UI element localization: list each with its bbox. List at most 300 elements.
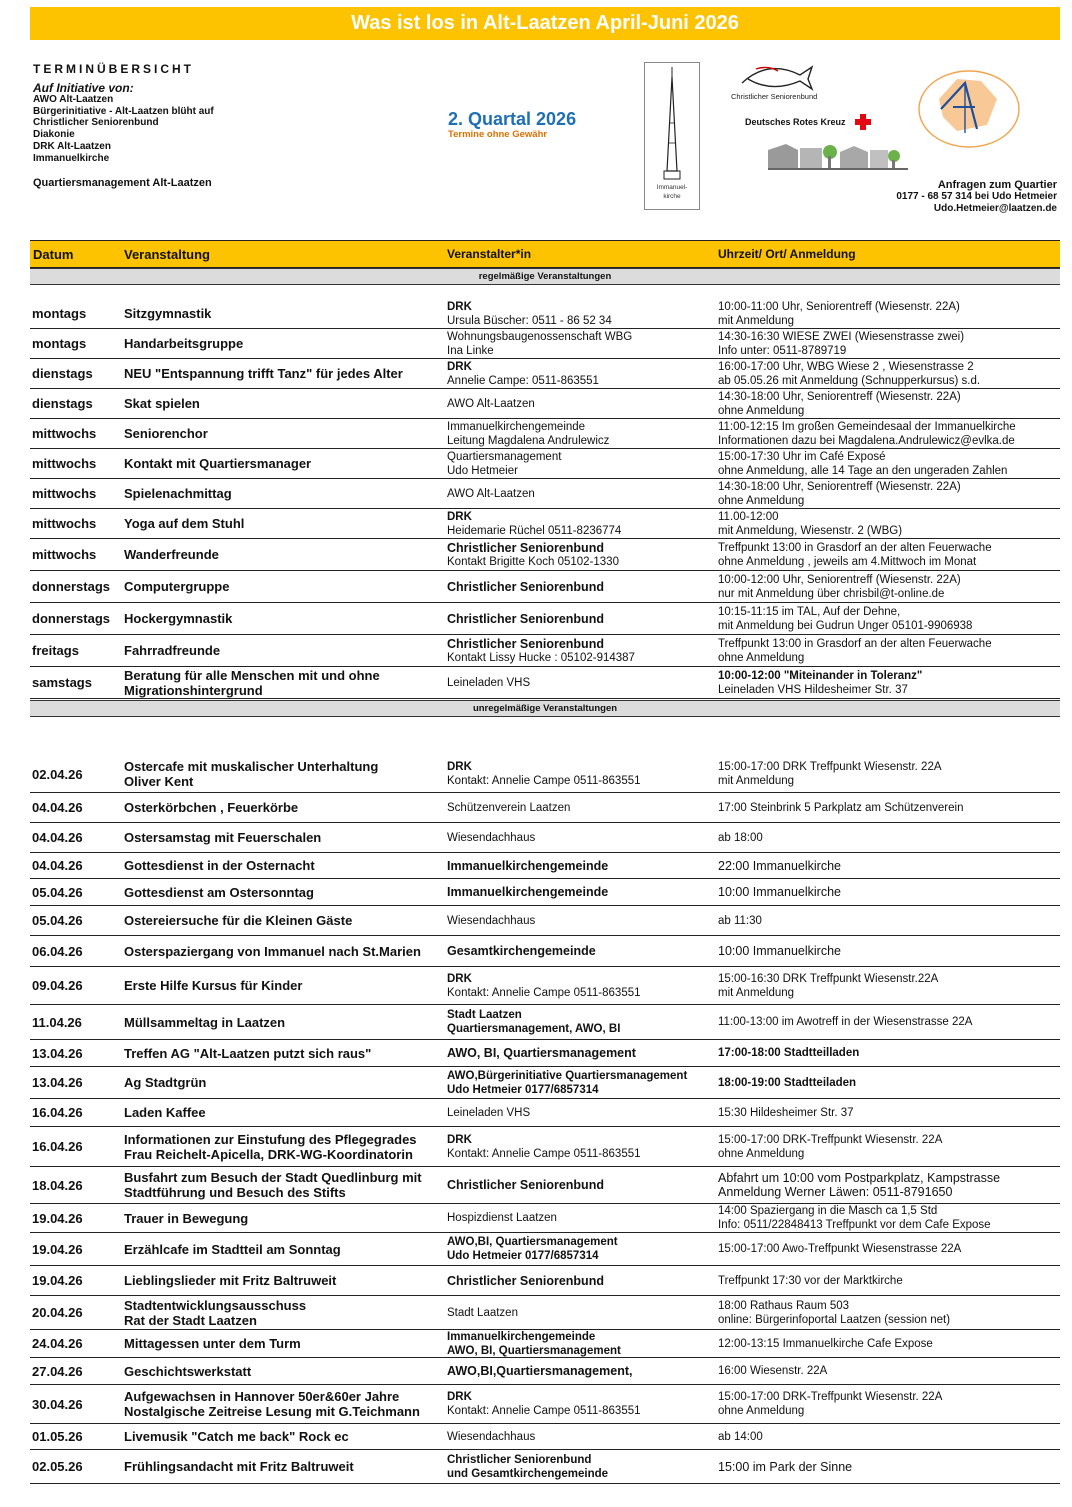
- event-cell: [124, 1266, 444, 1295]
- time-location-cell: [718, 419, 1060, 448]
- cell-line: NEU "Entspannung trifft Tanz" für jedes Alter: [124, 366, 403, 381]
- cell-line: montags: [32, 336, 87, 351]
- organizer-cell: [447, 1040, 715, 1066]
- cell-line: 27.04.26: [32, 1363, 83, 1379]
- event-cell: [124, 1385, 444, 1423]
- church-tower-icon: [645, 63, 699, 183]
- time-location-cell: [718, 539, 1060, 570]
- organizer-cell: [447, 906, 715, 935]
- cell-line: Kontakt: Annelie Campe 0511-863551: [447, 1147, 641, 1160]
- col-veranstalter: Veranstalter*in: [447, 247, 532, 261]
- cell-line: ohne Anmeldung, alle 14 Tage an den ungeraden Zahlen: [718, 464, 1008, 477]
- cell-line: ab 18:00: [718, 831, 763, 844]
- cell-line: Leineladen VHS: [447, 1106, 531, 1119]
- cell-line: 02.05.26: [32, 1459, 83, 1474]
- time-location-cell: [718, 449, 1060, 478]
- date-cell: [32, 1358, 122, 1384]
- organizer-cell: [447, 879, 715, 905]
- cell-line: 12:00-13:15 Immanuelkirche Cafe Expose: [718, 1337, 933, 1350]
- initiator-org: Bürgerinitiative - Alt-Laatzen blüht auf: [33, 105, 214, 117]
- time-location-cell: [718, 667, 1060, 698]
- cell-line: 11:00-12:15 Im großen Gemeindesaal der Immanuelkirche: [718, 420, 1016, 433]
- contact-info: [896, 179, 1057, 215]
- cell-line: Stadt Laatzen: [447, 1009, 522, 1021]
- cell-line: Osterspaziergang von Immanuel nach St.Marien: [124, 943, 421, 959]
- cell-line: Kontakt Lissy Hucke : 05102-914387: [447, 651, 635, 664]
- disclaimer: Termine ohne Gewähr: [448, 129, 548, 140]
- time-location-cell: [718, 879, 1060, 905]
- cell-line: DRK: [447, 761, 472, 773]
- cell-line: 11:00-13:00 im Awotreff in der Wiesenstrasse 22A: [718, 1016, 973, 1028]
- cell-line: Christlicher Seniorenbund: [447, 611, 604, 626]
- cell-line: 19.04.26: [32, 1273, 83, 1288]
- time-location-cell: [718, 1296, 1060, 1329]
- cell-line: DRK: [447, 300, 472, 313]
- cell-line: Kontakt: Annelie Campe 0511-863551: [447, 986, 641, 999]
- cell-line: Frau Reichelt-Apicella, DRK-WG-Koordinatorin: [124, 1146, 413, 1162]
- organizer-cell: [447, 1204, 715, 1232]
- date-cell: [32, 539, 122, 570]
- table-row: [30, 1067, 1060, 1099]
- time-location-cell: [718, 1330, 1060, 1357]
- initiative-label: Auf Initiative von:: [33, 81, 134, 95]
- cell-line: 04.04.26: [32, 858, 83, 873]
- event-cell: [124, 1127, 444, 1166]
- organizer-cell: [447, 1167, 715, 1203]
- contact-email[interactable]: Udo.Hetmeier@laatzen.de: [933, 203, 1057, 214]
- initiator-org: Diakonie: [33, 129, 75, 141]
- date-cell: [32, 1233, 122, 1265]
- date-cell: [32, 1204, 122, 1232]
- cell-line: 16:00 Wiesenstr. 22A: [718, 1365, 828, 1377]
- organizer-cell: [447, 1099, 715, 1126]
- cell-line: 14:30-18:00 Uhr, Seniorentreff (Wiesenstr. 22A): [718, 480, 961, 493]
- date-cell: [32, 1040, 122, 1066]
- cell-line: 11.00-12:00: [718, 510, 779, 523]
- cell-line: 10:15-11:15 im TAL, Auf der Dehne,: [718, 605, 901, 618]
- cell-line: ohne Anmeldung , jeweils am 4.Mittwoch im Monat: [718, 555, 977, 568]
- organizer-cell: [447, 359, 715, 388]
- cell-line: online: Bürgerinfoportal Laatzen (session net): [718, 1313, 951, 1326]
- cell-line: und Gesamtkirchengemeinde: [447, 1467, 609, 1480]
- page-banner: Was ist los in Alt-Laatzen April-Juni 2026: [30, 7, 1060, 40]
- time-location-cell: [718, 1127, 1060, 1166]
- cell-line: Livemusik "Catch me back" Rock ec: [124, 1429, 349, 1444]
- cell-line: 10:00-11:00 Uhr, Seniorentreff (Wiesenstr. 22A): [718, 300, 960, 313]
- cell-line: nur mit Anmeldung über chrisbil@t-online.de: [718, 587, 945, 600]
- cell-line: 16.04.26: [32, 1105, 83, 1120]
- time-location-cell: [718, 967, 1060, 1004]
- cell-line: 18:00 Rathaus Raum 503: [718, 1299, 850, 1312]
- cell-line: 16:00-17:00 Uhr, WBG Wiese 2 , Wiesenstrasse 2: [718, 360, 974, 373]
- cell-line: Lieblingslieder mit Fritz Baltruweit: [124, 1273, 337, 1288]
- cell-line: Quartiersmanagement, AWO, BI: [447, 1023, 621, 1035]
- cell-line: Gottesdienst in der Osternacht: [124, 858, 315, 873]
- initiator-org: Christlicher Seniorenbund: [33, 117, 159, 129]
- cell-line: Fahrradfreunde: [124, 643, 221, 658]
- cell-line: ab 11:30: [718, 914, 762, 927]
- cell-line: Geschichtswerkstatt: [124, 1363, 252, 1379]
- cell-line: 15:30 Hildesheimer Str. 37: [718, 1106, 854, 1119]
- event-cell: [124, 823, 444, 852]
- table-row: [30, 539, 1060, 571]
- col-uhrzeit: Uhrzeit/ Ort/ Anmeldung: [718, 247, 856, 261]
- initiator-org: AWO Alt-Laatzen: [33, 94, 114, 105]
- time-location-cell: [718, 1450, 1060, 1483]
- cell-line: samstags: [32, 675, 92, 690]
- event-cell: [124, 1167, 444, 1203]
- table-row: [30, 1450, 1060, 1484]
- cell-line: mit Anmeldung, Wiesenstr. 2 (WBG): [718, 524, 903, 537]
- event-cell: [124, 635, 444, 666]
- organizer-cell: [447, 299, 715, 328]
- cell-line: Ag Stadtgrün: [124, 1075, 207, 1090]
- cell-line: mittwochs: [32, 516, 97, 531]
- table-row: [30, 667, 1060, 699]
- date-cell: [32, 1424, 122, 1449]
- date-cell: [32, 419, 122, 448]
- cell-line: Ursula Büscher: 0511 - 86 52 34: [447, 314, 612, 327]
- cell-line: Kontakt: Annelie Campe 0511-863551: [447, 775, 641, 787]
- cell-line: ohne Anmeldung: [718, 1147, 805, 1160]
- cell-line: 19.04.26: [32, 1241, 83, 1257]
- table-row: [30, 329, 1060, 359]
- event-cell: [124, 299, 444, 328]
- cell-line: Ostereiersuche für die Kleinen Gäste: [124, 913, 353, 928]
- date-cell: [32, 299, 122, 328]
- cell-line: mittwochs: [32, 547, 97, 562]
- date-cell: [32, 967, 122, 1004]
- organizer-cell: [447, 479, 715, 508]
- initiator-org: DRK Alt-Laatzen: [33, 140, 111, 152]
- organizer-cell: [447, 449, 715, 478]
- time-location-cell: [718, 603, 1060, 634]
- header-title: TERMINÜBERSICHT: [33, 62, 194, 76]
- cell-line: Yoga auf dem Stuhl: [124, 516, 245, 531]
- cell-line: AWO,Bürgerinitiative Quartiersmanagement: [447, 1069, 688, 1082]
- table-row: [30, 449, 1060, 479]
- cell-line: dienstags: [32, 366, 93, 381]
- date-cell: [32, 823, 122, 852]
- time-location-cell: [718, 359, 1060, 388]
- time-location-cell: [718, 1167, 1060, 1203]
- cell-line: DRK: [447, 1391, 472, 1403]
- cell-line: Erzählcafe im Stadtteil am Sonntag: [124, 1241, 341, 1257]
- date-cell: [32, 879, 122, 905]
- date-cell: [32, 1067, 122, 1098]
- col-datum: Datum: [33, 247, 74, 262]
- event-cell: [124, 1358, 444, 1384]
- cell-line: Kontakt mit Quartiersmanager: [124, 456, 312, 471]
- organizer-cell: [447, 967, 715, 1004]
- cell-line: Sitzgymnastik: [124, 306, 212, 321]
- cell-line: Ina Linke: [447, 344, 494, 357]
- cell-line: Informationen zur Einstufung des Pflegegrades: [124, 1131, 417, 1147]
- table-row: [30, 879, 1060, 906]
- cell-line: ab 05.05.26 mit Anmeldung (Schnupperkursus) s.d.: [718, 374, 981, 387]
- date-cell: [32, 449, 122, 478]
- cell-line: Nostalgische Zeitreise Lesung mit G.Teichmann: [124, 1404, 420, 1419]
- event-cell: [124, 1099, 444, 1126]
- cell-line: freitags: [32, 643, 79, 658]
- cell-line: AWO Alt-Laatzen: [447, 487, 535, 500]
- cell-line: Christlicher Seniorenbund: [447, 1453, 592, 1466]
- cell-line: Stadt Laatzen: [447, 1306, 518, 1319]
- date-cell: [32, 667, 122, 698]
- cell-line: 15:00-17:00 Awo-Treffpunkt Wiesenstrasse 22A: [718, 1243, 962, 1255]
- organizer-cell: [447, 329, 715, 358]
- event-cell: [124, 936, 444, 966]
- date-cell: [32, 603, 122, 634]
- date-cell: [32, 1450, 122, 1483]
- cell-line: dienstags: [32, 396, 93, 411]
- cell-line: ohne Anmeldung: [718, 404, 805, 417]
- table-row: [30, 1099, 1060, 1127]
- time-location-cell: [718, 1040, 1060, 1066]
- cell-line: Christlicher Seniorenbund: [447, 636, 604, 651]
- cell-line: 14:30-16:30 WIESE ZWEI (Wiesenstrasse zwei): [718, 330, 965, 343]
- cell-line: 19.04.26: [32, 1210, 83, 1226]
- organizer-cell: [447, 1296, 715, 1329]
- time-location-cell: [718, 1266, 1060, 1295]
- table-row: [30, 906, 1060, 936]
- cell-line: Christlicher Seniorenbund: [447, 1273, 604, 1288]
- organizer-cell: [447, 389, 715, 418]
- table-row: [30, 793, 1060, 823]
- cell-line: Müllsammeltag in Laatzen: [124, 1014, 286, 1030]
- cell-line: 05.04.26: [32, 913, 83, 928]
- table-row: [30, 1296, 1060, 1330]
- date-cell: [32, 1167, 122, 1203]
- cell-line: ohne Anmeldung: [718, 1405, 805, 1417]
- cell-line: Busfahrt zum Besuch der Stadt Quedlinburg mit: [124, 1170, 422, 1185]
- date-cell: [32, 756, 122, 792]
- organizer-cell: [447, 823, 715, 852]
- cell-line: 15:00-17:00 DRK Treffpunkt Wiesenstr. 22A: [718, 761, 942, 773]
- cell-line: Laden Kaffee: [124, 1105, 206, 1120]
- cell-line: Leitung Magdalena Andrulewicz: [447, 434, 610, 447]
- red-cross-icon: [855, 114, 871, 130]
- cell-line: Udo Hetmeier 0177/6857314: [447, 1250, 599, 1262]
- contact-heading: Anfragen zum Quartier: [937, 179, 1057, 191]
- time-location-cell: [718, 1358, 1060, 1384]
- csb-logo-text: Christlicher Seniorenbund: [731, 92, 818, 101]
- event-cell: [124, 793, 444, 822]
- date-cell: [32, 509, 122, 538]
- table-row: [30, 936, 1060, 967]
- time-location-cell: [718, 571, 1060, 602]
- time-location-cell: [718, 1099, 1060, 1126]
- cell-line: DRK: [447, 510, 472, 523]
- cell-line: 20.04.26: [32, 1305, 83, 1320]
- time-location-cell: [718, 509, 1060, 538]
- cell-line: Erste Hilfe Kursus für Kinder: [124, 978, 303, 993]
- cell-line: Info unter: 0511-8789719: [718, 344, 847, 357]
- cell-line: 10:00-12:00 Uhr, Seniorentreff (Wiesenstr. 22A): [718, 573, 961, 586]
- section-irregular: unregelmäßige Veranstaltungen: [30, 700, 1060, 717]
- event-cell: [124, 1233, 444, 1265]
- cell-line: DRK: [447, 360, 472, 373]
- time-location-cell: [718, 823, 1060, 852]
- cell-line: Wiesendachhaus: [447, 831, 536, 844]
- event-cell: [124, 906, 444, 935]
- cell-line: 18:00-19:00 Stadtteiladen: [718, 1076, 857, 1089]
- time-location-cell: [718, 635, 1060, 666]
- date-cell: [32, 906, 122, 935]
- cell-line: Immanuelkirchengemeinde: [447, 858, 609, 873]
- organizer-cell: [447, 419, 715, 448]
- cell-line: mittwochs: [32, 456, 97, 471]
- contact-phone: 0177 - 68 57 314 bei Udo Hetmeier: [896, 191, 1057, 202]
- cell-line: Anmeldung Werner Läwen: 0511-8791650: [718, 1185, 953, 1199]
- time-location-cell: [718, 1233, 1060, 1265]
- organizer-cell: [447, 509, 715, 538]
- time-location-cell: [718, 1424, 1060, 1449]
- event-cell: [124, 1450, 444, 1483]
- cell-line: Immanuelkirchengemeinde: [447, 885, 609, 899]
- event-cell: [124, 359, 444, 388]
- date-cell: [32, 1005, 122, 1039]
- cell-line: Wiesendachhaus: [447, 914, 536, 927]
- initiator-org: Immanuelkirche: [33, 152, 110, 164]
- cell-line: Abfahrt um 10:00 vom Postparkplatz, Kampstrasse: [718, 1171, 1001, 1185]
- cell-line: Trauer in Bewegung: [124, 1210, 249, 1226]
- cell-line: Oliver Kent: [124, 774, 194, 789]
- table-row: [30, 1005, 1060, 1040]
- time-location-cell: [718, 906, 1060, 935]
- tower-caption: Immanuel- kirche: [656, 184, 688, 200]
- cell-line: Kontakt Brigitte Koch 05102-1330: [447, 555, 619, 568]
- cell-line: 15:00-16:30 DRK Treffpunkt Wiesenstr.22A: [718, 972, 939, 985]
- table-row: [30, 853, 1060, 879]
- cell-line: Christlicher Seniorenbund: [447, 540, 604, 555]
- cell-line: Ostersamstag mit Feuerschalen: [124, 830, 322, 845]
- table-row: [30, 571, 1060, 603]
- date-cell: [32, 635, 122, 666]
- cell-line: ab 14:00: [718, 1430, 763, 1443]
- cell-line: Skat spielen: [124, 396, 200, 411]
- date-cell: [32, 571, 122, 602]
- cell-line: 15:00-17:00 DRK-Treffpunkt Wiesenstr. 22A: [718, 1133, 943, 1146]
- date-cell: [32, 936, 122, 966]
- cell-line: Annelie Campe: 0511-863551: [447, 374, 599, 387]
- cell-line: AWO Alt-Laatzen: [447, 397, 535, 410]
- cell-line: 15:00-17:30 Uhr im Café Exposé: [718, 450, 886, 463]
- cell-line: AWO,BI,Quartiersmanagement,: [447, 1364, 633, 1378]
- quarter-title: 2. Quartal 2026: [448, 109, 577, 129]
- cell-line: Gesamtkirchengemeinde: [447, 944, 596, 958]
- event-cell: [124, 1424, 444, 1449]
- time-location-cell: [718, 479, 1060, 508]
- cell-line: 10:00 Immanuelkirche: [718, 944, 841, 958]
- organizer-cell: [447, 1330, 715, 1357]
- table-row: [30, 1204, 1060, 1233]
- cell-line: Immanuelkirchengemeinde: [447, 1330, 596, 1343]
- cell-line: Christlicher Seniorenbund: [447, 1178, 604, 1192]
- cell-line: Informationen dazu bei Magdalena.Andrulewicz@evlka.de: [718, 434, 1015, 447]
- event-cell: [124, 1040, 444, 1066]
- organizer-cell: [447, 667, 715, 698]
- event-cell: [124, 853, 444, 878]
- cell-line: 18.04.26: [32, 1177, 83, 1193]
- time-location-cell: [718, 853, 1060, 878]
- organizer-cell: [447, 1385, 715, 1423]
- date-cell: [32, 329, 122, 358]
- organizer-cell: [447, 1067, 715, 1098]
- date-cell: [32, 1266, 122, 1295]
- time-location-cell: [718, 1005, 1060, 1039]
- cell-line: 11.04.26: [32, 1014, 82, 1030]
- table-row: [30, 823, 1060, 853]
- table-row: [30, 509, 1060, 539]
- event-cell: [124, 1330, 444, 1357]
- cell-line: Mittagessen unter dem Turm: [124, 1336, 301, 1351]
- cell-line: Hockergymnastik: [124, 611, 233, 626]
- cell-line: 13.04.26: [32, 1045, 83, 1061]
- cell-line: 16.04.26: [32, 1139, 83, 1154]
- cell-line: Stadtführung und Besuch des Stifts: [124, 1185, 346, 1200]
- cell-line: 02.04.26: [32, 766, 83, 782]
- event-cell: [124, 389, 444, 418]
- date-cell: [32, 853, 122, 878]
- organizer-cell: [447, 756, 715, 792]
- cell-line: montags: [32, 306, 87, 321]
- date-cell: [32, 389, 122, 418]
- table-row: [30, 479, 1060, 509]
- organizer-cell: [447, 635, 715, 666]
- cell-line: Hospizdienst Laatzen: [447, 1212, 557, 1224]
- cell-line: Rat der Stadt Laatzen: [124, 1312, 257, 1328]
- cell-line: 15:00-17:00 DRK-Treffpunkt Wiesenstr. 22A: [718, 1391, 943, 1403]
- cell-line: 15:00 im Park der Sinne: [718, 1459, 853, 1474]
- organizer-cell: [447, 1358, 715, 1384]
- cell-line: mit Anmeldung: [718, 314, 795, 327]
- cell-line: 17:00-18:00 Stadtteilladen: [718, 1047, 860, 1059]
- cell-line: ohne Anmeldung: [718, 651, 805, 664]
- cell-line: Osterkörbchen , Feuerkörbe: [124, 800, 299, 815]
- organizer-cell: [447, 603, 715, 634]
- cell-line: Leineladen VHS Hildesheimer Str. 37: [718, 683, 908, 696]
- cell-line: Leineladen VHS: [447, 676, 531, 689]
- table-row: [30, 1233, 1060, 1266]
- table-row: [30, 967, 1060, 1005]
- cell-line: 04.04.26: [32, 800, 83, 815]
- event-cell: [124, 479, 444, 508]
- header-initiators: [33, 62, 353, 164]
- col-veranstaltung: Veranstaltung: [124, 247, 210, 262]
- cell-line: Frühlingsandacht mit Fritz Baltruweit: [124, 1459, 354, 1474]
- organizer-cell: [447, 1005, 715, 1039]
- cell-line: Treffen AG "Alt-Laatzen putzt sich raus": [124, 1045, 372, 1061]
- cell-line: 10:00-12:00 "Miteinander in Toleranz": [718, 669, 923, 682]
- date-cell: [32, 1127, 122, 1166]
- table-row: [30, 1358, 1060, 1385]
- event-cell: [124, 1296, 444, 1329]
- table-row: [30, 1385, 1060, 1424]
- organizer-cell: [447, 539, 715, 570]
- organizer-cell: [447, 793, 715, 822]
- cell-line: Aufgewachsen in Hannover 50er&60er Jahre: [124, 1389, 400, 1404]
- cell-line: 01.05.26: [32, 1429, 83, 1444]
- time-location-cell: [718, 1385, 1060, 1423]
- cell-line: donnerstags: [32, 611, 111, 626]
- skyline-icon: [768, 138, 908, 170]
- date-cell: [32, 479, 122, 508]
- event-cell: [124, 539, 444, 570]
- cell-line: Wiesendachhaus: [447, 1430, 536, 1443]
- cell-line: 06.04.26: [32, 943, 83, 959]
- organizer-cell: [447, 1450, 715, 1483]
